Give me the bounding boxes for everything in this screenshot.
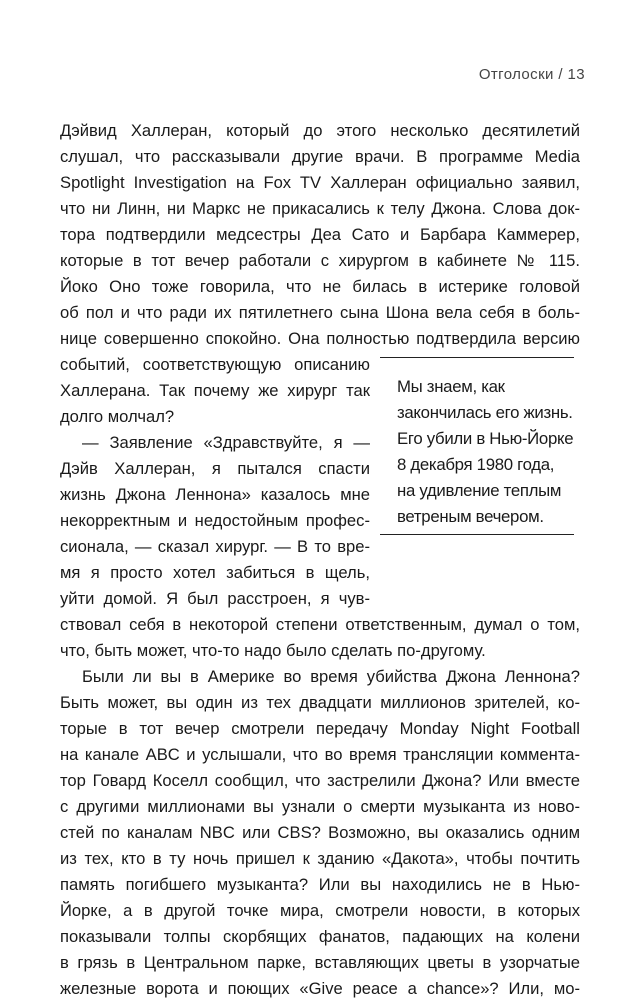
- text-line: Йоко Оно тоже говорила, что не билась в истерике головой: [60, 277, 580, 296]
- text-line: событий, соответствующую описанию: [60, 355, 370, 374]
- text-line: торые в тот вечер смотрели передачу Monday Night Football: [60, 719, 580, 738]
- pull-quote-line: ветреным вечером.: [397, 507, 544, 526]
- text-line: Быть может, вы один из тех двадцати миллионов зрителей, ко-: [60, 693, 580, 712]
- text-line: ствовал себя в некоторой степени ответственным, думал о том,: [60, 615, 580, 634]
- text-line: Spotlight Investigation на Fox TV Халлеран официально заявил,: [60, 173, 580, 192]
- text-line: сионала, — сказал хирург. — В то вре-: [60, 537, 370, 556]
- text-line: стей по каналам NBC или CBS? Возможно, вы оказались одним: [60, 823, 580, 842]
- text-line: — Заявление «Здравствуйте, я —: [82, 433, 370, 452]
- pull-quote-line: Его убили в Нью-Йорке: [397, 429, 574, 448]
- text-line: железные ворота и поющих «Give peace a chance»? Или, мо-: [60, 979, 580, 998]
- text-line: показывали толпы скорбящих фанатов, падающих на колени: [60, 927, 580, 946]
- text-line: нице совершенно спокойно. Она полностью подтвердила версию: [60, 329, 580, 348]
- text-line: что ни Линн, ни Маркс не прикасались к телу Джона. Слова док-: [60, 199, 580, 218]
- text-line: что, быть может, что-то надо было сделать по-другому.: [60, 641, 486, 660]
- text-line: которые в тот вечер работали с хирургом в кабинете № 115.: [60, 251, 580, 270]
- text-line: долго молчал?: [60, 407, 175, 426]
- text-line: тора подтвердили медсестры Деа Сато и Барбара Каммерер,: [60, 225, 580, 244]
- pull-quote-line: Мы знаем, как: [397, 377, 505, 396]
- text-line: уйти домой. Я был расстроен, я чув-: [60, 589, 370, 608]
- pull-quote-line: закончилась его жизнь.: [397, 403, 573, 422]
- text-line: Дэйв Халлеран, я пытался спасти: [60, 459, 370, 478]
- text-line: тор Говард Коселл сообщил, что застрелили Джона? Или вместе: [60, 771, 580, 790]
- pull-quote-line: на удивление теплым: [397, 481, 562, 500]
- text-line: некорректным и недостойным профес-: [60, 511, 370, 530]
- pull-quote-text: [397, 374, 577, 530]
- text-line: из тех, кто в ту ночь пришел к зданию «Дакота», чтобы почтить: [60, 849, 580, 868]
- text-line: мя я просто хотел забиться в щель,: [60, 563, 370, 582]
- text-line: на канале ABC и услышали, что во время трансляции коммента-: [60, 745, 580, 764]
- text-line: об пол и что ради их пятилетнего сына Шона вела себя в боль-: [60, 303, 580, 322]
- text-line: Дэйвид Халлеран, который до этого несколько десятилетий: [60, 121, 580, 140]
- text-line: слушал, что рассказывали другие врачи. В программе Media: [60, 147, 580, 166]
- pull-quote: [380, 357, 574, 535]
- running-header: Отголоски / 13: [478, 66, 585, 83]
- text-line: Йорке, а в другой точке мира, смотрели новости, в которых: [60, 901, 580, 920]
- text-line: в грязь в Центральном парке, вставляющих цветы в узорчатые: [60, 953, 580, 972]
- text-line: жизнь Джона Леннона» казалось мне: [60, 485, 370, 504]
- text-line: Халлерана. Так почему же хирург так: [60, 381, 370, 400]
- text-line: с другими миллионами вы узнали о смерти музыканта из ново-: [60, 797, 580, 816]
- text-line: память погибшего музыканта? Или вы находились не в Нью-: [60, 875, 580, 894]
- pull-quote-line: 8 декабря 1980 года,: [397, 455, 555, 474]
- text-line: Были ли вы в Америке во время убийства Джона Леннона?: [82, 667, 580, 686]
